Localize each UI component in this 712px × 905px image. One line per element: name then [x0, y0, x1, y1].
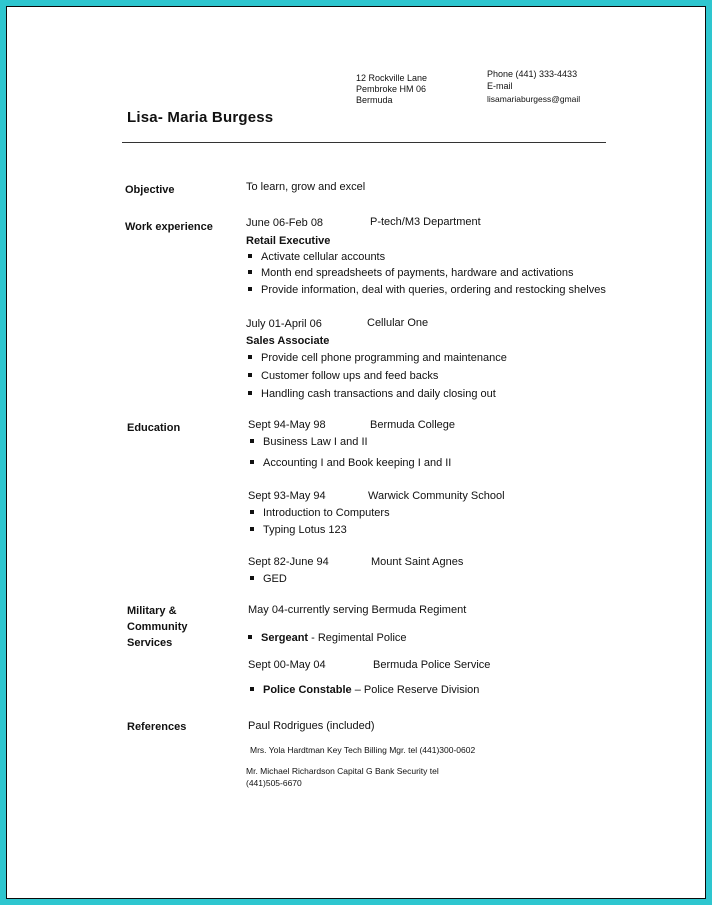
school-name: Warwick Community School	[368, 490, 505, 502]
section-heading-work: Work experience	[125, 221, 213, 233]
school-dates: Sept 82-June 94	[248, 556, 329, 568]
list-item: Customer follow ups and feed backs	[248, 370, 438, 382]
school-name: Mount Saint Agnes	[371, 556, 464, 568]
list-item: Activate cellular accounts	[248, 251, 385, 263]
address-block	[356, 73, 427, 106]
section-heading-objective: Objective	[125, 184, 175, 196]
email: lisamariaburgess@gmail	[487, 94, 581, 104]
list-item: Accounting I and Book keeping I and II	[250, 457, 451, 469]
job-role: Retail Executive	[246, 235, 331, 247]
school-dates: Sept 93-May 94	[248, 490, 326, 502]
contact-block	[487, 69, 580, 106]
reference-line: Paul Rodrigues (included)	[248, 720, 375, 732]
list-item: Police Constable – Police Reserve Division	[250, 684, 479, 696]
service-dates: Sept 00-May 04	[248, 659, 326, 671]
address-line: Bermuda	[356, 95, 393, 105]
address-line: Pembroke HM 06	[356, 84, 427, 94]
list-item: Sergeant - Regimental Police	[248, 632, 407, 644]
section-heading-military: Military & Community Services	[127, 605, 188, 649]
list-item: Introduction to Computers	[250, 507, 390, 519]
military-line: May 04-currently serving Bermuda Regiment	[248, 604, 467, 616]
list-item: Typing Lotus 123	[250, 524, 347, 536]
list-item: Business Law I and II	[250, 436, 368, 448]
header-divider	[122, 142, 606, 143]
job-org: Cellular One	[367, 317, 429, 329]
section-heading-education: Education	[127, 422, 181, 434]
resume-page	[4, 4, 708, 901]
job-dates: June 06-Feb 08	[246, 217, 324, 229]
list-item: Month end spreadsheets of payments, hardware and activations	[248, 267, 573, 279]
list-item: Provide cell phone programming and maintenance	[248, 352, 507, 364]
section-heading-references: References	[127, 721, 187, 733]
list-item: Handling cash transactions and daily closing out	[248, 388, 496, 400]
list-item: Provide information, deal with queries, ordering and restocking shelves	[248, 284, 606, 296]
list-item: GED	[250, 573, 287, 585]
school-name: Bermuda College	[370, 419, 455, 431]
address-line: 12 Rockville Lane	[356, 73, 428, 83]
reference-line: Mr. Michael Richardson Capital G Bank Security tel (441)505-6670	[246, 766, 439, 788]
objective-text: To learn, grow and excel	[246, 181, 366, 193]
job-dates: July 01-April 06	[246, 318, 322, 330]
job-org: P-tech/M3 Department	[370, 216, 481, 228]
email-label: E-mail	[487, 80, 513, 91]
reference-line: Mrs. Yola Hardtman Key Tech Billing Mgr. tel (441)300-0602	[250, 745, 476, 755]
service-org: Bermuda Police Service	[373, 659, 491, 671]
candidate-name: Lisa- Maria Burgess	[127, 109, 274, 126]
phone: Phone (441) 333-4433	[487, 69, 578, 79]
job-role: Sales Associate	[246, 335, 330, 347]
school-dates: Sept 94-May 98	[248, 419, 326, 431]
